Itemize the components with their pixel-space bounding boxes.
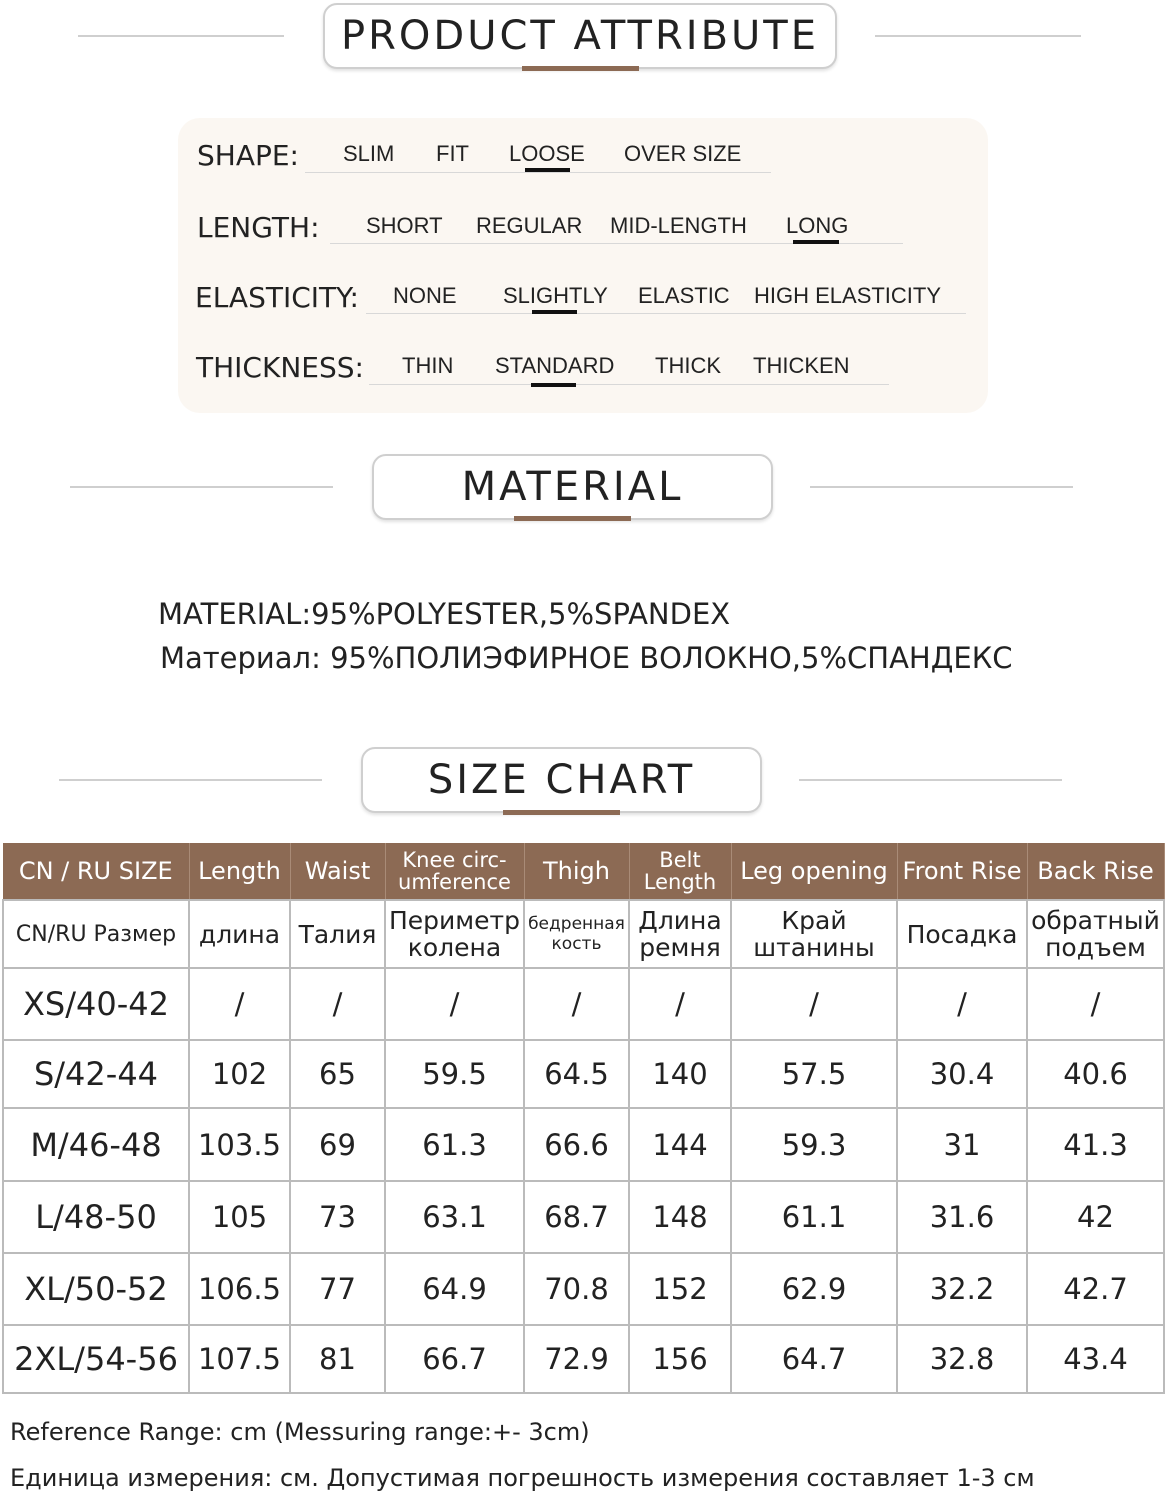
value-cell: 156 [629,1325,731,1393]
value-cell: 31 [897,1108,1027,1181]
value-cell: 66.6 [524,1108,629,1181]
value-cell: 144 [629,1108,731,1181]
header-cell: Thigh [524,843,629,900]
header-cell: Waist [290,843,385,900]
attr-option-selected: STANDARD [495,353,615,378]
value-cell: 43.4 [1027,1325,1164,1393]
size-cell: 2XL/54-56 [3,1325,189,1393]
value-cell: / [524,968,629,1040]
value-cell: 41.3 [1027,1108,1164,1181]
attr-option: OVER SIZE [624,141,742,166]
reference-range-en: Reference Range: cm (Messuring range:+- 3cm) [10,1418,590,1446]
size-chart-heading: SIZE CHART [427,757,696,803]
title-accent-bar [514,516,631,521]
header-cell-ru: Периметр колена [385,900,524,968]
attr-option: ELASTIC [638,283,730,308]
value-cell: 40.6 [1027,1040,1164,1108]
value-cell: 73 [290,1181,385,1253]
attr-option-selected: LONG [786,213,849,238]
size-cell: M/46-48 [3,1108,189,1181]
selected-indicator [531,383,576,387]
attr-option: SLIM [343,141,395,166]
value-cell: 140 [629,1040,731,1108]
value-cell: 107.5 [189,1325,290,1393]
divider-right [799,779,1062,781]
divider-left [78,35,284,37]
value-cell: 30.4 [897,1040,1027,1108]
attr-label-shape: SHAPE: [197,139,299,172]
header-cell: Length [189,843,290,900]
selected-indicator [525,168,570,172]
value-cell: 31.6 [897,1181,1027,1253]
attr-option-selected: SLIGHTLY [503,283,608,308]
value-cell: 32.2 [897,1253,1027,1325]
table-header-ru [3,900,1164,968]
attr-option: FIT [436,141,469,166]
attr-line [369,384,889,385]
value-cell: 70.8 [524,1253,629,1325]
header-cell: Front Rise [897,843,1027,900]
value-cell: 63.1 [385,1181,524,1253]
header-cell [385,843,524,900]
section-title-size-chart [361,747,762,813]
attr-option: THIN [402,353,454,378]
value-cell: 57.5 [731,1040,897,1108]
attr-option: THICK [655,353,721,378]
header-cell-ru [524,900,629,968]
value-cell: 66.7 [385,1325,524,1393]
size-cell: S/42-44 [3,1040,189,1108]
attr-option: THICKEN [753,353,850,378]
attr-option: MID-LENGTH [610,213,747,238]
value-cell: / [385,968,524,1040]
value-cell: / [897,968,1027,1040]
value-cell: 77 [290,1253,385,1325]
material-heading: MATERIAL [461,464,684,510]
material-en: MATERIAL:95%POLYESTER,5%SPANDEX [158,597,731,631]
header-cell: Back Rise [1027,843,1164,900]
size-cell: XS/40-42 [3,968,189,1040]
attr-option-selected: LOOSE [509,141,585,166]
header-cell-ru: Край штанины [731,900,897,968]
value-cell: 148 [629,1181,731,1253]
value-cell: 102 [189,1040,290,1108]
value-cell: 106.5 [189,1253,290,1325]
value-cell: 81 [290,1325,385,1393]
value-cell: 42.7 [1027,1253,1164,1325]
header-cell-ru: длина [189,900,290,968]
value-cell: 72.9 [524,1325,629,1393]
table-row [3,1040,1164,1108]
header-cell [629,843,731,900]
divider-left [59,779,322,781]
value-cell: / [290,968,385,1040]
size-chart-table [2,843,1165,1394]
title-accent-bar [503,810,620,815]
header-cell-ru: обратный подъем [1027,900,1164,968]
divider-left [70,486,333,488]
product-attribute-heading: PRODUCT ATTRIBUTE [341,13,819,59]
value-cell: 61.3 [385,1108,524,1181]
header-cell-ru: Длина ремня [629,900,731,968]
divider-right [810,486,1073,488]
table-row [3,1325,1164,1393]
selected-indicator [793,240,839,244]
header-cell-text: Knee circ-umference [398,848,511,894]
value-cell: 68.7 [524,1181,629,1253]
value-cell: 64.5 [524,1040,629,1108]
value-cell: 32.8 [897,1325,1027,1393]
attr-label-elasticity: ELASTICITY: [195,281,359,314]
value-cell: 59.5 [385,1040,524,1108]
header-cell: Leg opening [731,843,897,900]
value-cell: / [1027,968,1164,1040]
attr-line [305,172,771,173]
value-cell: 62.9 [731,1253,897,1325]
attr-line [366,313,966,314]
header-cell-ru: Талия [290,900,385,968]
value-cell: 42 [1027,1181,1164,1253]
section-title-product-attribute [323,3,837,69]
value-cell: 65 [290,1040,385,1108]
table-row [3,968,1164,1040]
value-cell: 103.5 [189,1108,290,1181]
value-cell: 59.3 [731,1108,897,1181]
table-row [3,1108,1164,1181]
table-header-en [3,843,1164,900]
header-cell: CN / RU SIZE [3,843,189,900]
value-cell: 64.7 [731,1325,897,1393]
size-cell: L/48-50 [3,1181,189,1253]
material-ru: Материал: 95%ПОЛИЭФИРНОЕ ВОЛОКНО,5%СПАНДЕКС [160,641,1013,675]
value-cell: 105 [189,1181,290,1253]
header-cell-ru: CN/RU Размер [3,900,189,968]
value-cell: / [629,968,731,1040]
value-cell: 69 [290,1108,385,1181]
attr-label-thickness: THICKNESS: [196,351,364,384]
attr-option: SHORT [366,213,443,238]
header-cell-ru-text: бедренная кость [528,914,625,954]
attr-option: HIGH ELASTICITY [754,283,942,308]
value-cell: 61.1 [731,1181,897,1253]
size-rows [3,968,1164,1393]
value-cell: / [189,968,290,1040]
selected-indicator [532,310,577,314]
section-title-material [372,454,773,520]
reference-range-ru: Единица измерения: см. Допустимая погрешность измерения составляет 1-3 см [10,1464,1035,1492]
header-cell-text: Belt Length [643,848,717,894]
divider-right [875,35,1081,37]
value-cell: / [731,968,897,1040]
attr-option: REGULAR [476,213,583,238]
attr-option: NONE [393,283,457,308]
value-cell: 64.9 [385,1253,524,1325]
size-cell: XL/50-52 [3,1253,189,1325]
table-row [3,1181,1164,1253]
value-cell: 152 [629,1253,731,1325]
table-row [3,1253,1164,1325]
header-cell-ru: Посадка [897,900,1027,968]
title-accent-bar [522,66,639,71]
attr-label-length: LENGTH: [197,211,320,244]
